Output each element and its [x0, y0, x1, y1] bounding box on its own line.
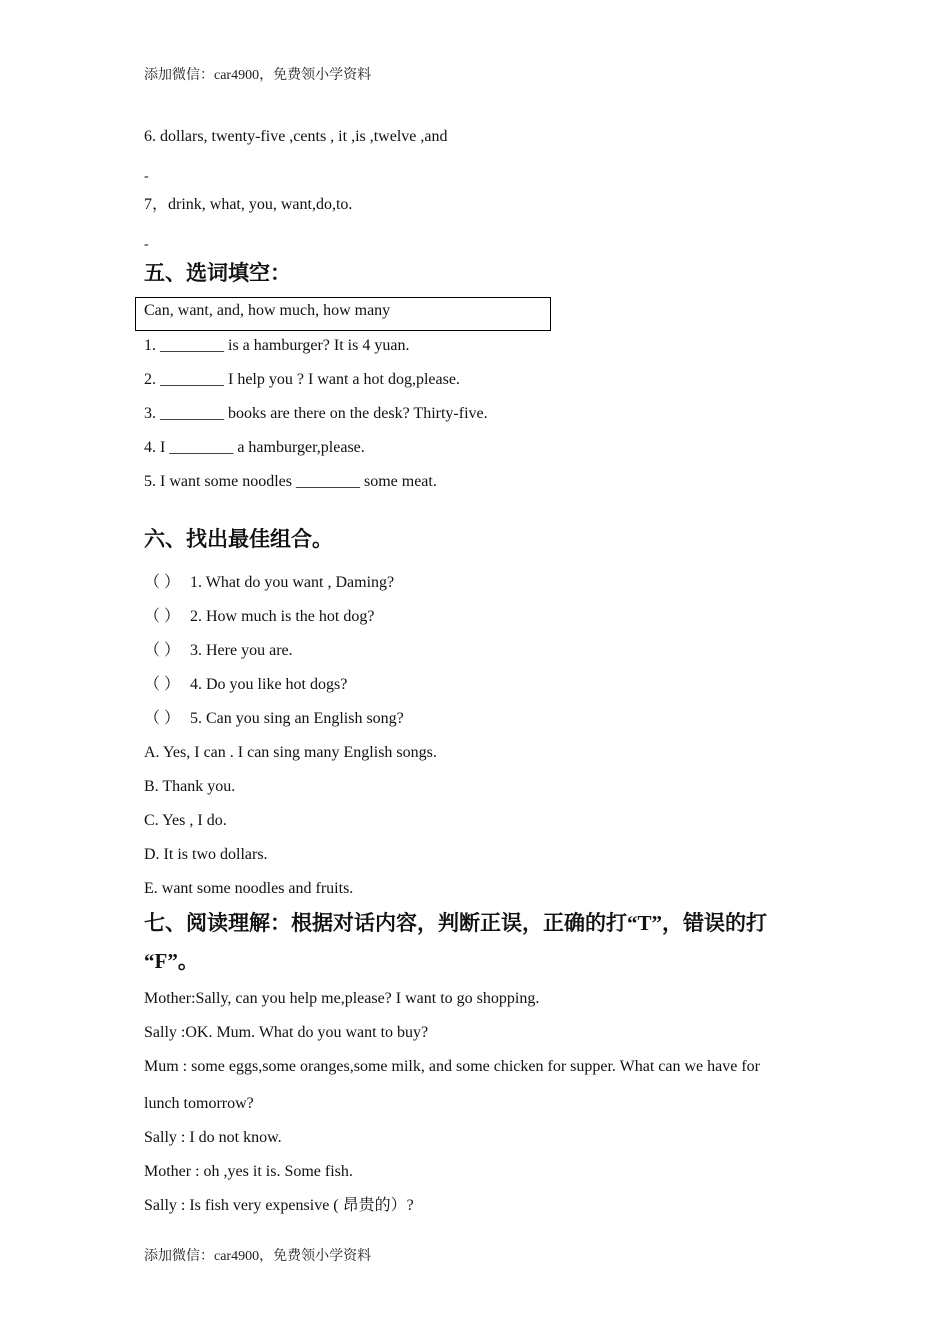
- section-5-title: 五、选词填空：: [144, 261, 291, 285]
- match-option-a: A. Yes, I can . I can sing many English songs.: [144, 744, 437, 761]
- match-question-2: [144, 607, 374, 627]
- dialogue-line-1: Mother:Sally, can you help me,please? I want to go shopping.: [144, 990, 540, 1007]
- answer-paren: （ ）: [144, 608, 181, 625]
- match-question-text: 2. How much is the hot dog?: [190, 608, 375, 625]
- match-option-b: B. Thank you.: [144, 778, 236, 795]
- answer-paren: （ ）: [144, 574, 181, 591]
- page-footer: 添加微信：car4900，免费领小学资料: [144, 1249, 372, 1264]
- match-question-5: [144, 709, 404, 729]
- match-option-e: E. want some noodles and fruits.: [144, 880, 354, 897]
- match-question-1: [144, 573, 394, 593]
- section-6-title: 六、找出最佳组合。: [144, 527, 333, 551]
- match-question-text: 4. Do you like hot dogs?: [190, 676, 348, 693]
- fill-item-2: 2. ________ I help you ? I want a hot dog,please.: [144, 371, 460, 388]
- question-7: 7，drink, what, you, want,do,to.: [144, 196, 353, 213]
- dialogue-line-2: Sally :OK. Mum. What do you want to buy?: [144, 1024, 429, 1041]
- word-bank-box: [135, 297, 551, 331]
- answer-line-6: -: [144, 169, 149, 184]
- question-6: 6. dollars, twenty-five ,cents , it ,is ,twelve ,and: [144, 128, 448, 145]
- match-option-d: D. It is two dollars.: [144, 846, 268, 863]
- dialogue-line-3: Mum : some eggs,some oranges,some milk, and some chicken for supper. What can we have for: [144, 1058, 760, 1075]
- fill-item-1: 1. ________ is a hamburger? It is 4 yuan.: [144, 337, 410, 354]
- answer-paren: （ ）: [144, 710, 181, 727]
- fill-item-5: 5. I want some noodles ________ some meat.: [144, 473, 437, 490]
- word-bank-text: Can, want, and, how much, how many: [144, 302, 391, 319]
- section-7-title-cont: “F”。: [144, 949, 199, 973]
- dialogue-line-6: Sally : Is fish very expensive ( 昂贵的）?: [144, 1197, 414, 1214]
- match-question-text: 3. Here you are.: [190, 642, 293, 659]
- match-option-c: C. Yes , I do.: [144, 812, 227, 829]
- page-header: 添加微信：car4900，免费领小学资料: [144, 68, 372, 83]
- match-question-text: 5. Can you sing an English song?: [190, 710, 404, 727]
- match-question-4: [144, 675, 347, 695]
- match-question-text: 1. What do you want , Daming?: [190, 574, 395, 591]
- answer-paren: （ ）: [144, 676, 181, 693]
- dialogue-line-5: Mother : oh ,yes it is. Some fish.: [144, 1163, 353, 1180]
- section-7-title: 七、阅读理解：根据对话内容，判断正误，正确的打“T”，错误的打: [144, 911, 768, 935]
- match-question-3: [144, 641, 293, 661]
- fill-item-3: 3. ________ books are there on the desk? Thirty-five.: [144, 405, 488, 422]
- dialogue-line-3-cont: lunch tomorrow?: [144, 1095, 254, 1112]
- fill-item-4: 4. I ________ a hamburger,please.: [144, 439, 365, 456]
- answer-paren: （ ）: [144, 642, 181, 659]
- answer-line-7: -: [144, 237, 149, 252]
- dialogue-line-4: Sally : I do not know.: [144, 1129, 282, 1146]
